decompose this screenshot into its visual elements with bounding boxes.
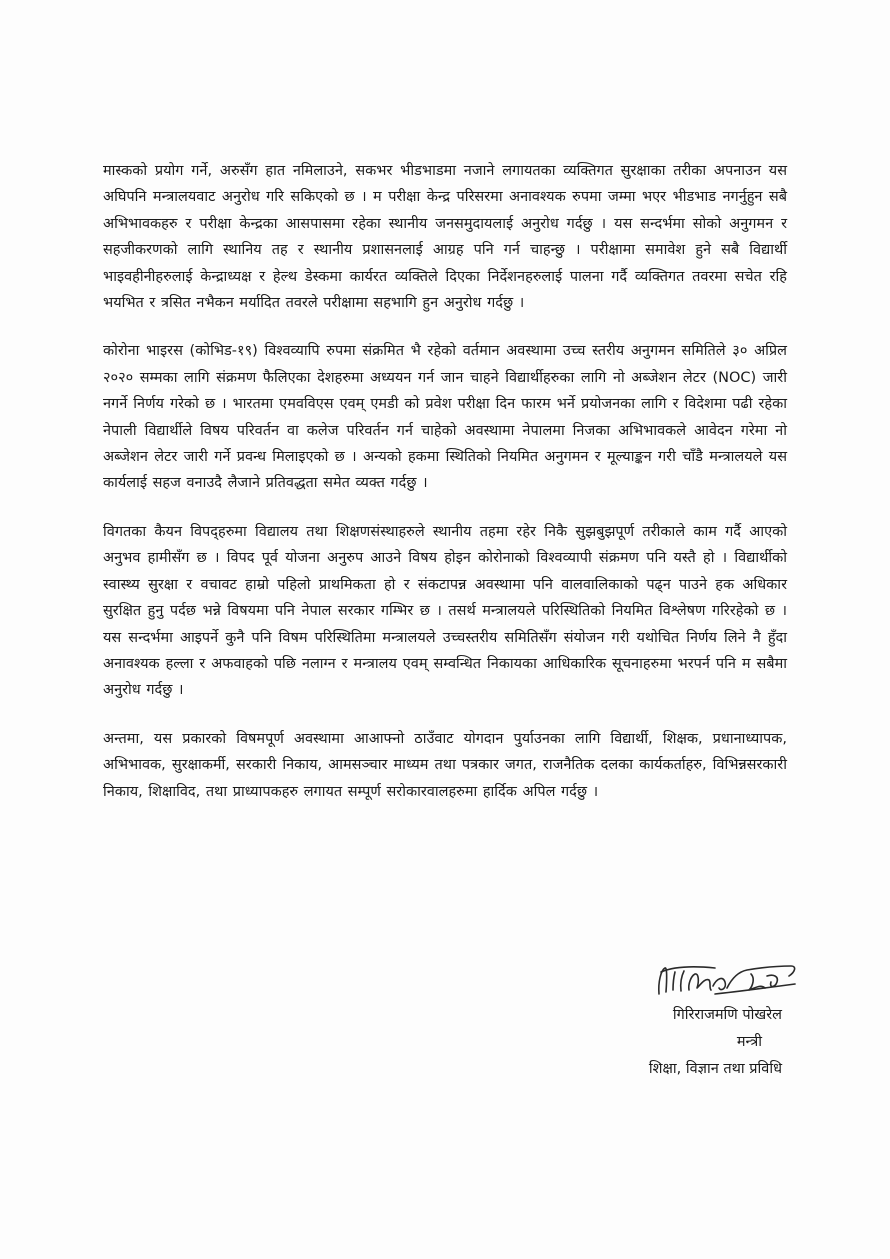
signatory-block — [649, 1002, 782, 1083]
paragraph-closing-appeal: अन्तमा, यस प्रकारको विषमपूर्ण अवस्थामा आआफ्नो ठाउँवाट योगदान पुर्याउनका लागि विद्यार्थी, शिक्षक, प्रधानाध्यापक, अभिभावक, सुरक्षाकर्मी, सरकारी निकाय, आमसञ्चार माध्यम तथा पत्रकार जगत, राजनैतिक दलका कार्यकर्ताहरु, विभिन्नसरकारी निकाय, शिक्षाविद, तथा प्राध्यापकहरु लगायत सम्पूर्ण सरोकारवालहरुमा हार्दिक अपिल गर्दछु । — [103, 730, 787, 800]
paragraph-noc-decision: कोरोना भाइरस (कोभिड-१९) विश्वव्यापि रुपमा संक्रमित भै रहेको वर्तमान अवस्थामा उच्च स्तरीय अनुगमन समितिले ३० अप्रिल २०२० सम्मका लागि संक्रमण फैलिएका देशहरुमा अध्ययन गर्न जान चाहने विद्यार्थीहरुका लागि नो अब्जेशन लेटर (NOC) जारी नगर्ने निर्णय गरेको छ । भारतमा एमवविएस एवम् एमडी को प्रवेश परीक्षा दिन फारम भर्ने प्रयोजनका लागि र विदेशमा पढी रहेका नेपाली विद्यार्थीले विषय परिवर्तन वा कलेज परिवर्तन गर्न चाहेको अवस्थामा नेपालमा निजका अभिभावकले आवेदन गरेमा नो अब्जेशन लेटर जारी गर्ने प्रवन्ध मिलाइएको छ । अन्यको हकमा स्थितिको नियमित अनुगमन र मूल्याङ्कन गरी चाँडै मन्त्रालयले यस कार्यलाई सहज वनाउदै लैजाने प्रतिवद्धता समेत व्यक्त गर्दछु । — [103, 343, 787, 492]
signatory-ministry: शिक्षा, विज्ञान तथा प्रविधि — [648, 1061, 782, 1077]
signature-graphic — [655, 958, 805, 1002]
paragraph-safety-measures: मास्कको प्रयोग गर्ने, अरुसँग हात नमिलाउने, सकभर भीडभाडमा नजाने लगायतका व्यक्तिगत सुरक्षाका तरीका अपनाउन यस अघिपनि मन्त्रालयवाट अनुरोध गरि सकिएको छ । म परीक्षा केन्द्र परिसरमा अनावश्यक रुपमा जम्मा भएर भीडभाड नगर्नुहुन सबै अभिभावकहरु र परीक्षा केन्द्रका आसपासमा रहेका स्थानीय जनसमुदायलाई अनुरोध गर्दछु । यस सन्दर्भमा सोको अनुगमन र सहजीकरणको लागि स्थानिय तह र स्थानीय प्रशासनलाई आग्रह पनि गर्न चाहन्छु । परीक्षामा समावेश हुने सबै विद्यार्थी भाइवहीनीहरुलाई केन्द्राध्यक्ष र हेल्थ डेस्कमा कार्यरत व्यक्तिले दिएका निर्देशनहरुलाई पालना गर्दै व्यक्तिगत तवरमा सचेत रहि भयभित र त्रसित नभैकन मर्यादित तवरले परीक्षामा सहभागि हुन अनुरोध गर्दछु । — [103, 163, 787, 312]
letter-body — [103, 158, 787, 805]
signatory-title: मन्त्री — [736, 1034, 762, 1050]
handwritten-signature — [655, 958, 805, 1002]
signatory-name: गिरिराजमणि पोखरेल — [672, 1007, 782, 1023]
paragraph-disaster-experience: विगतका कैयन विपद्हरुमा विद्यालय तथा शिक्षणसंस्थाहरुले स्थानीय तहमा रहेर निकै सुझबुझपूर्ण तरीकाले काम गर्दै आएको अनुभव हामीसँग छ । विपद पूर्व योजना अनुरुप आउने विषय होइन कोरोनाको विश्वव्यापी संक्रमण पनि यस्तै हो । विद्यार्थीको स्वास्थ्य सुरक्षा र वचावट हाम्रो पहिलो प्राथमिकता हो र संकटापन्न अवस्थामा पनि वालवालिकाको पढ्न पाउने हक अधिकार सुरक्षित हुनु पर्दछ भन्ने विषयमा पनि नेपाल सरकार गम्भिर छ । तसर्थ मन्त्रालयले परिस्थितिको नियमित विश्लेषण गरिरहेको छ । यस सन्दर्भमा आइपर्ने कुनै पनि विषम परिस्थितिमा मन्त्रालयले उच्चस्तरीय समितिसँग संयोजन गरी यथोचित निर्णय लिने नै हुँदा अनावश्यक हल्ला र अफवाहको पछि नलाग्न र मन्त्रालय एवम् सम्वन्धित निकायका आधिकारिक सूचनाहरुमा भरपर्न पनि म सबैमा अनुरोध गर्दछु । — [103, 523, 787, 699]
